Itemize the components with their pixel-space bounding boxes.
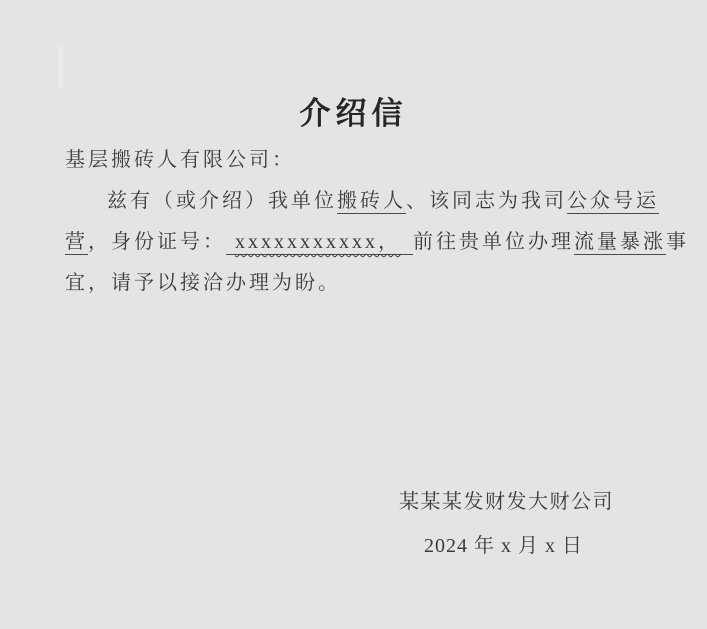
- duty-underlined-part1: 公众号运: [567, 190, 659, 212]
- body-mid-text: 、该同志为我司: [406, 190, 567, 212]
- person-name-underlined: 搬砖人: [337, 190, 406, 212]
- matter-underlined: 流量暴涨: [574, 231, 666, 253]
- signature-date: 2024 年 x 月 x 日: [424, 535, 583, 557]
- id-label-text: ，身份证号：: [88, 231, 226, 253]
- body-line-3: [65, 229, 689, 255]
- body-lead-text: 兹有（或介绍）我单位: [107, 190, 337, 212]
- body-line-2: [65, 188, 659, 214]
- salutation: [65, 147, 295, 173]
- body-tail-text: 事: [666, 231, 689, 253]
- id-number-value: xxxxxxxxxxx，: [235, 231, 401, 253]
- id-number-underline: [226, 231, 413, 255]
- salutation-text: 基层搬砖人有限公司：: [65, 149, 295, 171]
- body-mid2-text: 前往贵单位办理: [413, 231, 574, 253]
- signature-company: 某某某发财发大财公司: [399, 491, 614, 513]
- body-line-4: [65, 270, 341, 296]
- duty-underlined-part2: 营: [65, 231, 88, 253]
- scan-artifact: [58, 46, 63, 88]
- letter-title: 介绍信: [299, 96, 408, 131]
- closing-text: 宜，请予以接洽办理为盼。: [65, 272, 341, 294]
